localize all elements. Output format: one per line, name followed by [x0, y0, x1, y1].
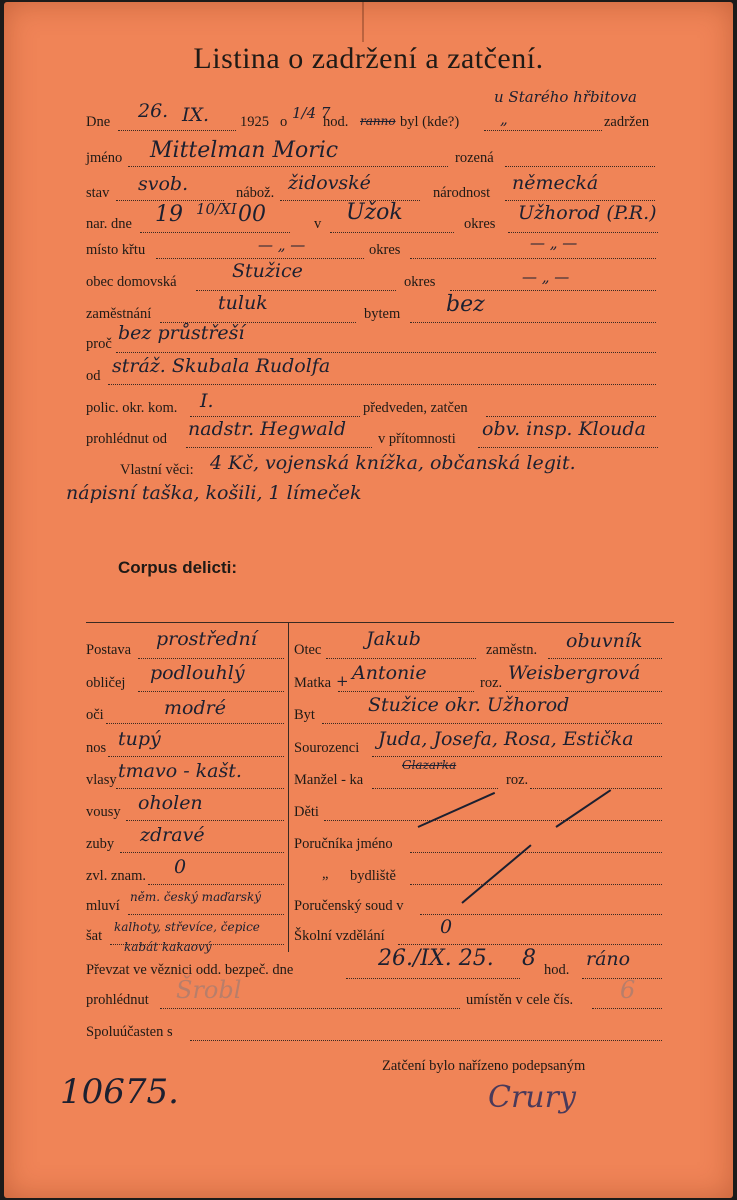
hw-proc: bez průstřeší: [118, 322, 245, 344]
dots-nar-dne: [140, 232, 290, 233]
hw-mluvi: něm. český maďarský: [130, 890, 261, 904]
dots-prohlednut2: [160, 1008, 460, 1009]
hw-matka-mark: +: [336, 672, 349, 690]
dots-od: [108, 384, 656, 385]
hw-okres2: — „ —: [530, 234, 578, 252]
table-top-line: [86, 622, 674, 623]
label-o: o: [280, 114, 288, 130]
label-mluvi: mluví: [86, 898, 120, 914]
dots-prevzat-dne: [346, 978, 520, 979]
dots-narodnost: [505, 200, 655, 201]
label-nar-dne: nar. dne: [86, 216, 132, 232]
hw-byt: Stužice okr. Užhorod: [368, 694, 570, 716]
dots-sourozenci: [372, 756, 662, 757]
dots-bytem: [410, 322, 656, 323]
hw-okres3: — „ —: [522, 268, 570, 286]
hw-signature: Crury: [488, 1080, 576, 1115]
hw-sourozenci-strike: Glazarka: [402, 758, 457, 772]
dots-zvl: [148, 884, 284, 885]
dots-mluvi: [128, 914, 284, 915]
dots-matka: [338, 691, 474, 692]
label-sat: šat: [86, 928, 103, 944]
dots-okres2: [410, 258, 656, 259]
label-zuby: zuby: [86, 836, 115, 852]
label-pritomnosti: v přítomnosti: [378, 431, 456, 447]
label-vousy: vousy: [86, 804, 121, 820]
label-predveden: předveden, zatčen: [363, 400, 468, 416]
dots-otec: [326, 658, 476, 659]
hw-otec: Jakub: [366, 628, 421, 650]
hw-oci: modré: [164, 697, 226, 719]
label-umisten: umístěn v cele čís.: [466, 992, 574, 1008]
label-porucensky: Poručenský soud v: [294, 898, 404, 914]
document-title: Listina o zadržení a zatčení.: [193, 42, 544, 75]
hw-case-number: 10675.: [60, 1072, 179, 1112]
hw-vousy: oholen: [138, 792, 203, 814]
label-byl: byl (kde?): [400, 114, 460, 130]
label-bydliste: bydliště: [350, 868, 396, 884]
hw-otec-zam: obuvník: [566, 630, 643, 652]
hw-prevzat-cas: ráno: [586, 948, 631, 970]
hw-name: Mittelman Moric: [150, 138, 339, 163]
dots-pritomnosti: [478, 447, 658, 448]
dots-postava: [138, 658, 284, 659]
dots-byt: [322, 723, 662, 724]
table-divider: [288, 622, 289, 952]
label-skolni: Školní vzdělání: [294, 928, 385, 944]
label-zadrzen: zadržen: [604, 114, 650, 130]
label-naboz: nábož.: [236, 185, 275, 201]
hw-matka-roz: Weisbergrová: [508, 662, 641, 684]
dots-oblicej: [138, 691, 284, 692]
hw-nar-year: 00: [238, 202, 266, 227]
hw-nar-month: 10/XI: [196, 200, 237, 218]
hw-pritomnosti: obv. insp. Klouda: [482, 418, 646, 440]
hw-prevzat-dne: 26./IX. 25.: [378, 946, 494, 971]
hw-month: IX.: [182, 104, 210, 126]
dots-deti: [324, 820, 662, 821]
hw-nar-v: Užok: [346, 200, 403, 225]
label-year: 1925: [240, 114, 269, 130]
hw-vlasy: tmavo - kašt.: [118, 760, 242, 782]
label-okres2: okres: [369, 242, 401, 258]
label-zamestnani: zaměstnání: [86, 306, 152, 322]
label-hod2: hod.: [544, 962, 570, 978]
hw-matka: Antonie: [352, 662, 427, 684]
label-byt: Byt: [294, 707, 315, 723]
label-proc: proč: [86, 336, 112, 352]
hw-bytem: bez: [446, 292, 485, 317]
hw-misto-krtu: — „ —: [258, 236, 306, 254]
hw-place: u Starého hřbitova: [494, 88, 637, 106]
dots-v: [330, 232, 454, 233]
hw-zvl: 0: [174, 856, 187, 878]
hw-prevzat-hod: 8: [522, 946, 536, 971]
hw-prohlednut: nadstr. Hegwald: [188, 418, 346, 440]
label-misto-krtu: místo křtu: [86, 242, 146, 258]
hw-nos: tupý: [118, 728, 161, 750]
label-stav: stav: [86, 185, 110, 201]
dots-place: [484, 130, 602, 131]
dots-jmeno: [128, 166, 448, 167]
hw-naboz: židovské: [288, 172, 371, 194]
fold-line: [362, 2, 364, 42]
label-roz2: roz.: [506, 772, 529, 788]
label-sourozenci: Sourozenci: [294, 740, 360, 756]
label-vlasy: vlasy: [86, 772, 117, 788]
hw-sourozenci: Juda, Josefa, Rosa, Estička: [378, 728, 634, 750]
dots-proc: [116, 352, 656, 353]
dots-porucensky: [420, 914, 662, 915]
dots-spoluucasten: [190, 1040, 662, 1041]
hw-prohlednut2: Šrobl: [176, 976, 242, 1004]
dots-porucnika: [410, 852, 662, 853]
label-zatceni: Zatčení bylo nařízeno podepsaným: [382, 1058, 586, 1074]
label-deti: Děti: [294, 804, 319, 820]
label-v: v: [314, 216, 322, 232]
label-zamestn: zaměstn.: [486, 642, 538, 658]
label-jmeno: jméno: [86, 150, 123, 166]
dots-zamestn: [548, 658, 662, 659]
label-narodnost: národnost: [433, 185, 491, 201]
dots-vlasy: [116, 788, 284, 789]
hw-sat-line1: kalhoty, střevíce, čepice: [114, 920, 260, 934]
hw-vlastni-line2: nápisní taška, košili, 1 límeček: [66, 482, 362, 504]
label-dne: Dne: [86, 114, 111, 130]
label-nos: nos: [86, 740, 107, 756]
label-hod: hod.: [323, 114, 349, 130]
hw-hour: 1/4 7: [292, 104, 331, 122]
hw-vlastni-line1: 4 Kč, vojenská knížka, občanská legit.: [210, 452, 576, 474]
label-vlastni: Vlastní věci:: [120, 462, 194, 478]
hw-place-strike: ranno: [360, 114, 396, 128]
hw-postava: prostřední: [156, 628, 257, 650]
dots-vousy: [126, 820, 284, 821]
label-prohlednut: prohlédnut od: [86, 431, 167, 447]
label-okres3: okres: [404, 274, 436, 290]
label-porucnika: Poručníka jméno: [294, 836, 393, 852]
label-od: od: [86, 368, 101, 384]
dots-oci: [106, 723, 284, 724]
label-manzel: Manžel - ka: [294, 772, 364, 788]
dots-cela: [592, 1008, 662, 1009]
hw-stav: svob.: [138, 173, 189, 195]
hw-narodnost: německá: [512, 172, 599, 194]
label-postava: Postava: [86, 642, 132, 658]
dots-okres: [508, 232, 658, 233]
label-prevzat: Převzat ve věznici odd. bezpeč. dne: [86, 962, 294, 978]
label-zvl: zvl. znam.: [86, 868, 146, 884]
dots-manzel: [372, 788, 498, 789]
label-obec: obec domovská: [86, 274, 177, 290]
label-bytem: bytem: [364, 306, 401, 322]
hw-day: 26.: [138, 100, 169, 122]
label-matka: Matka: [294, 675, 332, 691]
hw-nar-okres: Užhorod (P.R.): [518, 202, 657, 224]
dots-prohlednut: [186, 447, 372, 448]
label-oci: oči: [86, 707, 104, 723]
label-roz: roz.: [480, 675, 503, 691]
label-otec: Otec: [294, 642, 322, 658]
label-oblicej: obličej: [86, 675, 126, 691]
dots-dne: [118, 130, 236, 131]
dots-bydliste: [410, 884, 662, 885]
hw-oblicej: podlouhlý: [150, 662, 245, 684]
label-okres: okres: [464, 216, 496, 232]
dots-skolni: [398, 944, 662, 945]
dots-polic: [190, 416, 360, 417]
label-spoluucasten: Spoluúčasten s: [86, 1024, 173, 1040]
dots-roz2: [530, 788, 662, 789]
dots-predveden: [486, 416, 656, 417]
heading-corpus-delicti: Corpus delicti:: [118, 558, 238, 577]
hw-zuby: zdravé: [140, 824, 205, 846]
dots-okres3: [450, 290, 656, 291]
hw-obec: Stužice: [232, 260, 303, 282]
dots-roz: [506, 691, 662, 692]
label-prohlednut2: prohlédnut: [86, 992, 149, 1008]
hw-skolni: 0: [440, 916, 453, 938]
dots-obec: [196, 290, 396, 291]
hw-place-mark: „: [500, 110, 508, 128]
label-quote: „: [322, 866, 329, 882]
dots-nos: [108, 756, 284, 757]
label-polic: polic. okr. kom.: [86, 400, 178, 416]
label-rozena: rozená: [455, 150, 494, 166]
dots-misto-krtu: [156, 258, 364, 259]
dots-rozena: [505, 166, 655, 167]
dots-zuby: [120, 852, 284, 853]
hw-polic: I.: [200, 390, 214, 412]
hw-nar-day: 19: [155, 202, 183, 227]
hw-sat-line2: kabát kakaový: [124, 940, 212, 954]
hw-cela: 6: [620, 976, 636, 1004]
hw-zamestnani: tuluk: [218, 292, 268, 314]
hw-od: stráž. Skubala Rudolfa: [112, 355, 331, 377]
